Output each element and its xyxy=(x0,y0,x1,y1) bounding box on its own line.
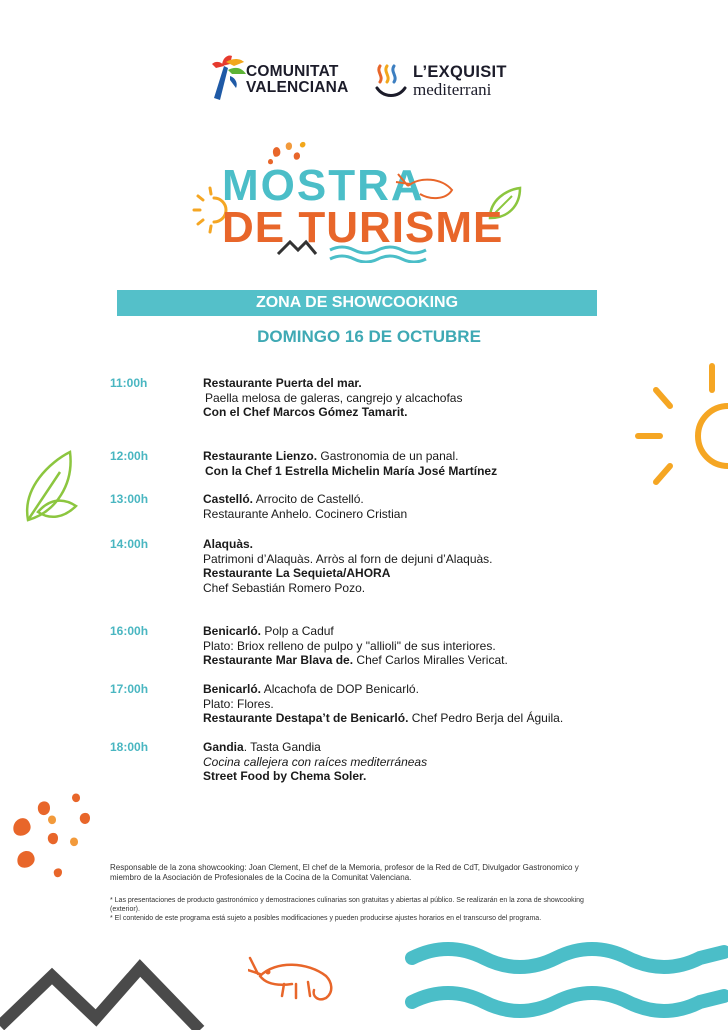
schedule-item: Restaurante Puerta del mar. Paella melosa de galeras, cangrejo y alcachofas Con el Chef Marcos Gómez Tamarit. xyxy=(203,376,463,419)
schedule-item: Restaurante Lienzo. Gastronomia de un panal. Con la Chef 1 Estrella Michelin María José Martínez xyxy=(203,449,498,478)
schedule-time: 13:00h xyxy=(110,492,149,506)
cv-logo-text: COMUNITAT VALENCIANA xyxy=(246,63,349,96)
schedule-time: 12:00h xyxy=(110,449,149,463)
waves-icon xyxy=(404,938,728,1026)
exquisit-logo-icon xyxy=(374,62,408,100)
sun-icon xyxy=(634,362,728,490)
orange-splash-icon xyxy=(8,790,100,880)
schedule-time: 17:00h xyxy=(110,682,149,696)
prawn-bottom-icon xyxy=(248,940,348,1010)
hero-line2: DE TURISME xyxy=(222,203,504,252)
schedule-time: 14:00h xyxy=(110,537,149,551)
event-date: DOMINGO 16 DE OCTUBRE xyxy=(257,327,481,346)
schedule-item: Benicarló. Polp a Caduf Plato: Briox relleno de pulpo y "allioli" de sus interiores. Restaurante Mar Blava de. Chef Carlos Miralles Vericat. xyxy=(203,624,508,667)
responsible-note: Responsable de la zona showcooking: Joan Clement, El chef de la Memoria, profesor de la Red de CdT, Divulgador Gastronomico y miembro de la Asociación de Profesionales de la Cocina de la Comunitat Valenciana. xyxy=(110,863,579,882)
schedule-time: 16:00h xyxy=(110,624,149,638)
schedule-time: 11:00h xyxy=(110,376,148,390)
schedule-item: Alaquàs. Patrimoni d’Alaquàs. Arròs al forn de dejuni d’Alaquàs. Restaurante La Sequieta/AHORA Chef Sebastián Romero Pozo. xyxy=(203,537,493,595)
leaf-left-icon xyxy=(20,448,80,524)
disclaimer-notes: * Las presentaciones de producto gastronómico y demostraciones culinarias son gratuitas y abiertas al público. Se realizarán en la zona de showcooking (exterior). * El contenido de este programa está sujeto a posibles modificaciones y pueden producirse ajustes horarios en el transcurso del programa. xyxy=(110,897,584,922)
mountain-icon xyxy=(0,948,240,1030)
mostra-de-turisme-title xyxy=(190,138,530,263)
schedule-item: Gandia. Tasta Gandia Cocina callejera con raíces mediterráneas Street Food by Chema Soler. xyxy=(203,740,428,783)
cv-logo-icon xyxy=(208,52,248,102)
schedule-time: 18:00h xyxy=(110,740,149,754)
schedule-item: Benicarló. Alcachofa de DOP Benicarló. Plato: Flores. Restaurante Destapa’t de Benicarló. Chef Pedro Berja del Águila. xyxy=(203,682,564,725)
zone-banner: ZONA DE SHOWCOOKING xyxy=(117,290,597,316)
exquisit-logo-title: L’EXQUISIT xyxy=(413,63,507,81)
schedule-item: Castelló. Arrocito de Castelló. Restaurante Anhelo. Cocinero Cristian xyxy=(203,492,408,521)
hero-line1: MOSTRA xyxy=(222,161,425,210)
exquisit-logo-subtitle: mediterrani xyxy=(413,80,492,99)
